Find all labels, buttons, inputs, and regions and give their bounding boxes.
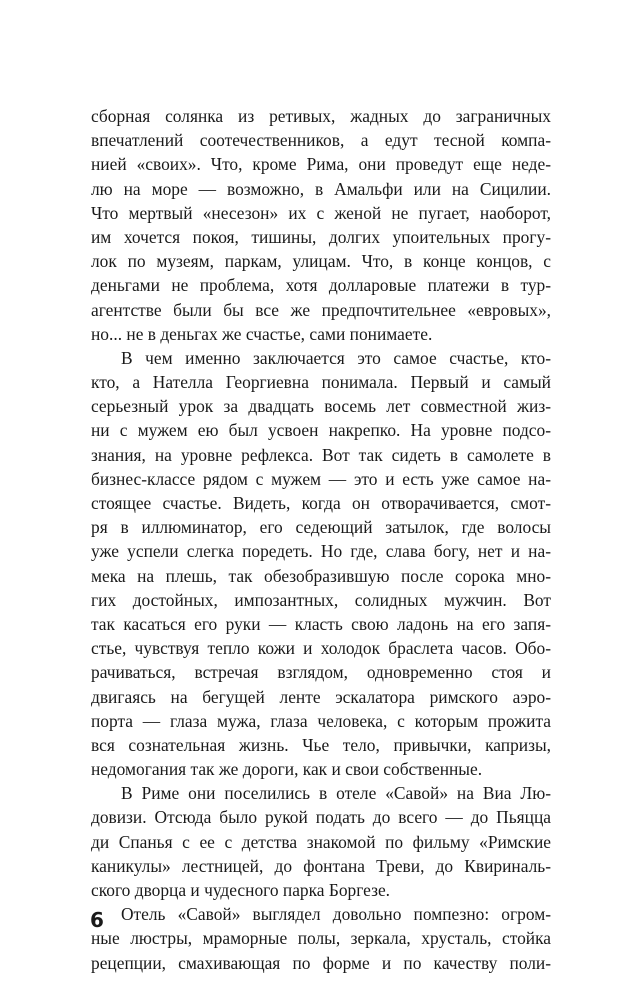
text-line: довизи. Отсюда было рукой подать до всего — до Пьяцца — [91, 807, 551, 828]
text-line: кто, а Нателла Георгиевна понимала. Первый и самый — [91, 372, 551, 393]
text-line: порта — глаза мужа, глаза человека, с которым прожита — [91, 710, 551, 731]
text-line: гих достойных, импозантных, солидных мужчин. Вот — [91, 589, 551, 610]
paragraph — [91, 104, 551, 346]
text-line: ря в иллюминатор, его седеющий затылок, где волосы — [91, 517, 551, 538]
text-line: ского дворца и чудесного парка Боргезе. — [91, 880, 391, 900]
text-line: ные люстры, мраморные полы, зеркала, хрусталь, стойка — [91, 928, 551, 949]
text-line: агентстве были бы все же предпочтительнее «евровых», — [91, 299, 551, 320]
text-line: рецепции, смахивающая по форме и по качеству поли- — [91, 952, 551, 973]
text-line: В чем именно заключается это самое счастье, кто- — [121, 347, 551, 368]
text-line: знания, на уровне рефлекса. Вот так сидеть в самолете в — [91, 444, 551, 465]
text-line: стье, чувствуя тепло кожи и холодок браслета часов. Обо- — [91, 638, 551, 659]
text-line: В Риме они поселились в отеле «Савой» на Виа Лю- — [121, 783, 551, 804]
text-line: лю на море — возможно, в Амальфи или на Сицилии. — [91, 178, 551, 199]
text-line: нией «своих». Что, кроме Рима, они проведут еще неде- — [91, 154, 551, 175]
page-number: 6 — [90, 908, 104, 932]
paragraph — [91, 346, 551, 781]
text-line: сборная солянка из ретивых, жадных до заграничных — [91, 106, 551, 126]
paragraph — [91, 781, 551, 902]
text-line: им хочется покоя, тишины, долгих упоительных прогу- — [91, 226, 551, 247]
text-line: бизнес-классе рядом с мужем — это и есть уже самое на- — [91, 468, 551, 489]
text-line: мека на плешь, так обезобразившую после сорока мно- — [91, 565, 551, 586]
text-line: Что мертвый «несезон» их с женой не пугает, наоборот, — [91, 202, 551, 223]
text-line: так касаться его руки — класть свою ладонь на его запя- — [91, 613, 551, 634]
text-line: стоящее счастье. Видеть, когда он отворачивается, смот- — [91, 493, 551, 513]
text-line: вся сознательная жизнь. Чье тело, привычки, капризы, — [91, 734, 551, 755]
text-line: серьезный урок за двадцать восемь лет совместной жиз- — [91, 396, 551, 417]
text-line: ди Спанья с ее с детства знакомой по фильму «Римские — [91, 831, 551, 852]
text-line: лок по музеям, паркам, улицам. Что, в конце концов, с — [91, 251, 551, 272]
paragraph — [91, 902, 551, 975]
text-line: уже успели слегка поредеть. Но где, слава богу, нет и на- — [91, 541, 551, 562]
text-line: но... не в деньгах же счастье, сами понимаете. — [91, 323, 433, 344]
text-line: недомогания так же дороги, как и свои собственные. — [91, 759, 483, 780]
text-line: Отель «Савой» выглядел довольно помпезно: огром- — [121, 904, 551, 925]
text-line: впечатлений соотечественников, а едут тесной компа- — [91, 130, 551, 151]
text-line: рачиваться, встречая взглядом, одновременно стоя и — [91, 662, 551, 683]
text-line: каникулы» лестницей, до фонтана Треви, до Квириналь- — [91, 855, 551, 876]
body-text — [91, 104, 551, 975]
text-line: двигаясь на бегущей ленте эскалатора римского аэро- — [91, 686, 551, 707]
text-line: ни с мужем ею был усвоен накрепко. На уровне подсо- — [91, 420, 551, 441]
text-line: деньгами не проблема, хотя долларовые платежи в тур- — [91, 275, 551, 296]
